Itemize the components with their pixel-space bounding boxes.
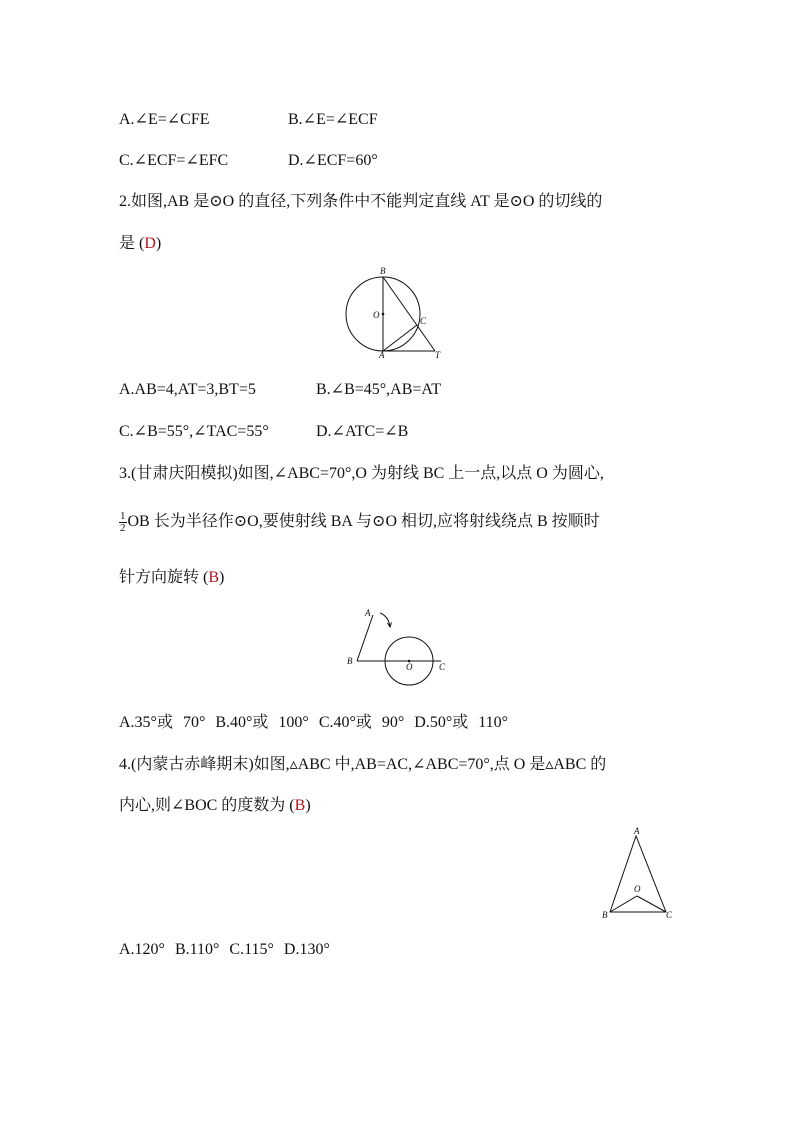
q2-center-dot xyxy=(382,313,385,316)
q2-stem-line1: 2.如图,AB 是⊙O 的直径,下列条件中不能判定直线 AT 是⊙O 的切线的 xyxy=(119,193,603,210)
q2-stem-prefix: 是 ( xyxy=(119,235,145,252)
q2-option-b: B.∠B=45°,AB=AT xyxy=(316,381,441,398)
q3-label-c: C xyxy=(439,662,446,672)
q3-stem-line2 xyxy=(119,511,600,534)
q4-close-paren: ) xyxy=(305,797,311,814)
q2-label-t: T xyxy=(435,350,441,360)
q3-label-o: O xyxy=(406,662,413,672)
q4-label-b: B xyxy=(602,910,608,920)
q4-label-a: A xyxy=(634,826,640,836)
q2-answer: D xyxy=(144,235,156,252)
q3-stem-line3 xyxy=(119,568,224,588)
q4-figure xyxy=(596,826,682,922)
q2-label-c: C xyxy=(420,316,427,326)
q2-option-d: D.∠ATC=∠B xyxy=(316,423,409,440)
q1-option-c: C.∠ECF=∠EFC xyxy=(119,152,229,169)
q2-label-a: A xyxy=(379,350,385,360)
q3-close-paren: ) xyxy=(219,569,225,586)
q4-label-o: O xyxy=(634,884,641,894)
q2-label-b: B xyxy=(380,266,386,276)
q3-frac-num: 1 xyxy=(120,510,126,522)
q3-label-a: A xyxy=(365,608,371,618)
q2-option-a: A.AB=4,AT=3,BT=5 xyxy=(119,381,256,398)
q3-label-b: B xyxy=(347,656,353,666)
q4-segment-co xyxy=(637,896,666,912)
q3-options: A.35°或 70° B.40°或 100° C.40°或 90° D.50°或 110° xyxy=(119,714,509,731)
q2-label-o: O xyxy=(373,310,380,320)
q3-fraction xyxy=(119,511,127,534)
q4-answer: B xyxy=(294,797,306,814)
q4-stem-line2 xyxy=(119,796,311,816)
q3-figure xyxy=(343,606,453,690)
q3-stem-line2-text: OB 长为半径作⊙O,要使射线 BA 与⊙O 相切,应将射线绕点 B 按顺时 xyxy=(127,513,600,531)
q4-stem-line1: 4.(内蒙古赤峰期末)如图,▵ABC 中,AB=AC,∠ABC=70°,点 O 是▵ABC 的 xyxy=(119,756,607,773)
q3-ray-ba xyxy=(357,615,373,661)
q3-stem-line1: 3.(甘肃庆阳模拟)如图,∠ABC=70°,O 为射线 BC 上一点,以点 O 为圆心, xyxy=(119,465,604,482)
q4-segment-bo xyxy=(610,896,637,912)
q1-option-a: A.∠E=∠CFE xyxy=(119,111,210,128)
q2-option-c: C.∠B=55°,∠TAC=55° xyxy=(119,423,269,440)
q4-label-c: C xyxy=(666,910,673,920)
q2-close-paren: ) xyxy=(155,235,162,252)
q4-triangle-abc xyxy=(610,836,666,912)
q1-option-b: B.∠E=∠ECF xyxy=(288,111,378,128)
q3-answer: B xyxy=(208,569,220,586)
q4-options: A.120° B.110° C.115° D.130° xyxy=(119,941,330,958)
q3-frac-den: 2 xyxy=(120,522,126,534)
q2-figure xyxy=(340,264,450,360)
q3-stem-prefix: 针方向旋转 ( xyxy=(119,569,209,586)
q1-option-d: D.∠ECF=60° xyxy=(288,152,378,169)
q4-stem-prefix: 内心,则∠BOC 的度数为 ( xyxy=(119,797,295,814)
q2-stem-line2 xyxy=(119,234,161,254)
